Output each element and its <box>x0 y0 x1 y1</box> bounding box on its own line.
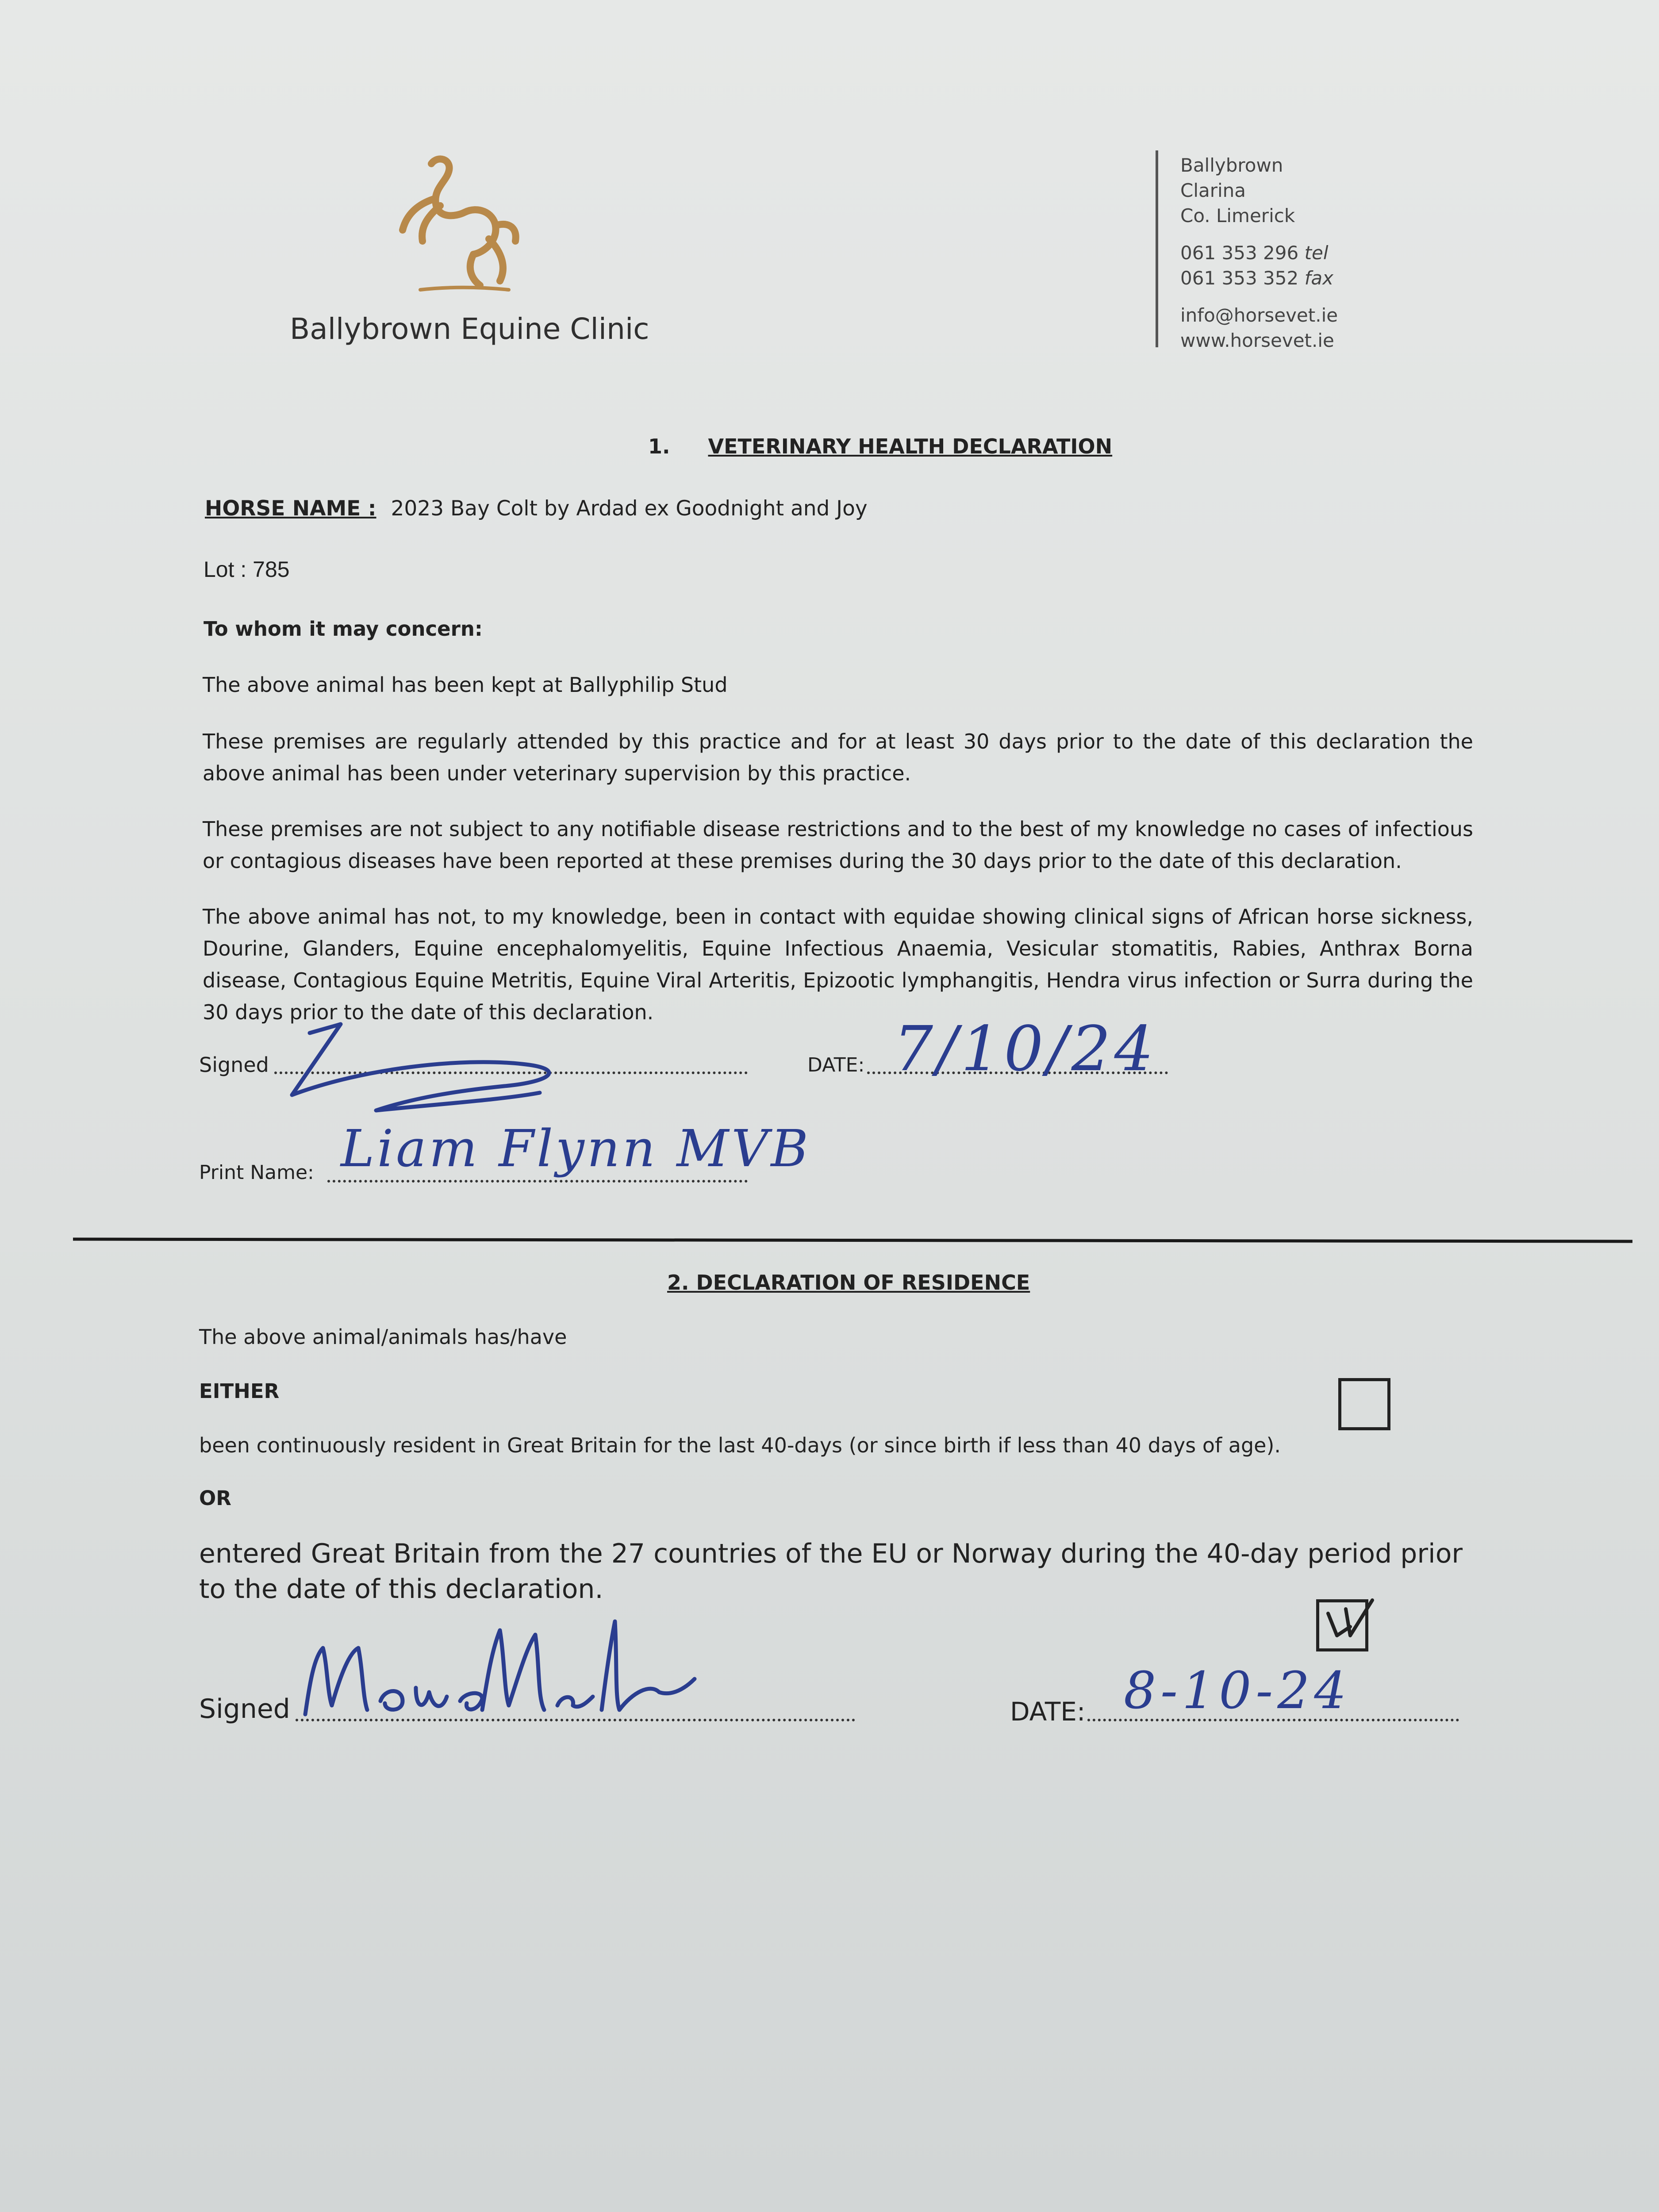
address-line: Ballybrown <box>1180 154 1283 176</box>
either-label: EITHER <box>199 1379 280 1403</box>
or-label: OR <box>199 1486 231 1510</box>
paragraph-no-restrictions: These premises are not subject to any notifiable disease restrictions and to the best of my knowledge no cases of infectious or contagious diseases have been reported at these premises during the 30 days prior to the date of this declaration. <box>203 817 1473 873</box>
address-line: Clarina <box>1180 180 1246 201</box>
date-label-2: DATE: <box>1010 1697 1086 1727</box>
section-divider <box>73 1238 1632 1243</box>
signed-label-1: Signed <box>199 1053 269 1077</box>
handwritten-print-name: Liam Flynn MVB <box>341 1119 811 1179</box>
website-link[interactable]: www.horsevet.ie <box>1180 330 1334 351</box>
section1-heading <box>648 434 1112 458</box>
signed-label-2: Signed <box>199 1694 290 1724</box>
print-name-line[interactable] <box>327 1180 748 1183</box>
date-label-1: DATE: <box>807 1054 865 1076</box>
address-line: Co. Limerick <box>1180 205 1295 227</box>
section1-title: VETERINARY HEALTH DECLARATION <box>708 434 1113 458</box>
section2-title: 2. DECLARATION OF RESIDENCE <box>667 1271 1030 1294</box>
option1-checkbox[interactable] <box>1338 1378 1390 1430</box>
email-link[interactable]: info@horsevet.ie <box>1180 304 1338 326</box>
fax-line <box>1180 265 1338 291</box>
header-divider <box>1156 150 1158 347</box>
phone-label: tel <box>1304 242 1329 264</box>
paragraph-supervision: These premises are regularly attended by this practice and for at least 30 days prior to the date of this declaration the above animal has been under veterinary supervision by this practice. <box>203 730 1473 785</box>
clinic-name: Ballybrown Equine Clinic <box>290 312 649 346</box>
rearing-horse-logo-icon <box>389 146 531 305</box>
option2-text: entered Great Britain from the 27 countries of the EU or Norway during the 40-day period prior to the date of this declaration. <box>199 1538 1463 1605</box>
option1-text: been continuously resident in Great Britain for the last 40-days (or since birth if less than 40 days of age). <box>199 1433 1281 1457</box>
handwritten-date-1: 7/10/24 <box>894 1013 1157 1085</box>
owner-signature <box>296 1604 712 1723</box>
handwritten-date-2: 8-10-24 <box>1124 1661 1351 1720</box>
vet-signature <box>274 1015 717 1117</box>
residence-intro: The above animal/animals has/have <box>199 1325 567 1349</box>
paragraph-kept-at: The above animal has been kept at Ballyphilip Stud <box>203 673 728 697</box>
salutation: To whom it may concern: <box>204 617 483 641</box>
horse-name-label: HORSE NAME : <box>205 496 376 521</box>
phone-line <box>1180 240 1338 265</box>
lot-number: Lot : 785 <box>204 557 290 582</box>
print-name-label: Print Name: <box>199 1161 314 1184</box>
section1-number: 1. <box>648 434 670 458</box>
fax-number: 061 353 352 <box>1180 267 1299 289</box>
clinic-contact-block <box>1180 153 1338 353</box>
fax-label: fax <box>1304 267 1333 289</box>
option2-checkbox[interactable] <box>1316 1599 1368 1651</box>
paragraph-no-contact: The above animal has not, to my knowledge, been in contact with equidae showing clinical signs of African horse sickness, Dourine, Glanders, Equine encephalomyelitis, Equine Infectious Anaemia, Vesicular stomatitis, Rabies, Anthrax Borna disease, Contagious Equine Metritis, Equine Viral Arteritis, Epizootic lymphangitis, Hendra virus infection or Surra during the 30 days prior to the date of this declaration. <box>203 905 1473 1024</box>
horse-name-value: 2023 Bay Colt by Ardad ex Goodnight and Joy <box>391 496 868 521</box>
tick-mark-icon <box>1319 1591 1386 1649</box>
phone-number: 061 353 296 <box>1180 242 1299 264</box>
horse-name-line <box>205 496 868 521</box>
